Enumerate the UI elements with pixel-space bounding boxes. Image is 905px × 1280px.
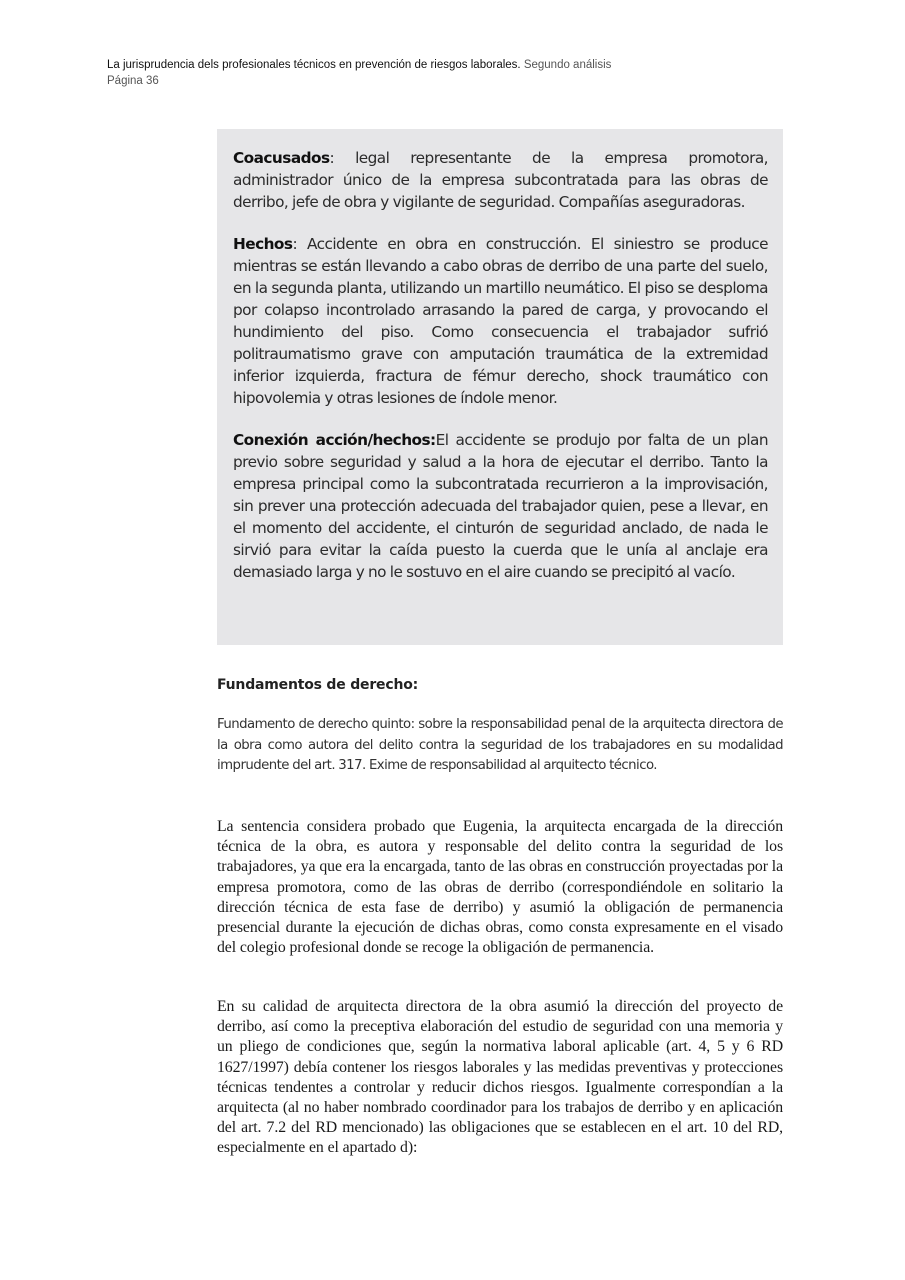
hechos-text: : Accidente en obra en construcción. El siniestro se produce mientras se están llevando a cabo obras de derribo de una parte del suelo, en la segunda planta, utilizando un martillo neumático. El piso se desploma por colapso incontrolado arrasando la pared de carga, y provocando el hundimiento del piso. Como consecuencia el trabajador sufrió politraumatismo grave con amputación traumática de la extremidad inferior izquierda, fractura de fémur derecho, shock traumático con hipovolemia y otras lesiones de índole menor. — [233, 235, 768, 407]
coacusados-paragraph — [233, 147, 768, 213]
running-head — [107, 57, 807, 89]
conexion-paragraph — [233, 429, 768, 583]
fundamento-intro: Fundamento de derecho quinto: sobre la responsabilidad penal de la arquitecta directora de la obra como autora del delito contra la seguridad de los trabajadores en su modalidad imprudente del art. 317. Exime de responsabilidad al arquitecto técnico. — [217, 717, 783, 773]
publication-title-main: La jurisprudencia dels profesionales técnicos en prevención de riesgos laborales. — [107, 59, 521, 71]
hechos-label: Hechos — [233, 235, 293, 253]
conexion-text: El accidente se produjo por falta de un plan previo sobre seguridad y salud a la hora de ejecutar el derribo. Tanto la empresa principal como la subcontratada recurrieron a la improvisación, sin prever una protección adecuada del trabajador quien, pese a llevar, en el momento del accidente, el cinturón de seguridad anclado, de nada le sirvió para evitar la caída puesto la cuerda que le unía al anclaje era demasiado larga y no le sostuvo en el aire cuando se precipitó al vacío. — [233, 431, 768, 581]
body-paragraph-2: En su calidad de arquitecta directora de la obra asumió la dirección del proyecto de derribo, así como la preceptiva elaboración del estudio de seguridad con una memoria y un pliego de condiciones que, según la normativa laboral aplicable (art. 4, 5 y 6 RD 1627/1997) debía contener los riesgos laborales y las medidas preventivas y protecciones técnicas tendentes a controlar y reducir dichos riesgos. Igualmente correspondían a la arquitecta (al no haber nombrado coordinador para los trabajos de derribo y en aplicación del art. 7.2 del RD mencionado) las obligaciones que se establecen en el art. 10 del RD, especialmente en el apartado d): — [217, 998, 783, 1157]
hechos-paragraph — [233, 233, 768, 409]
case-summary-box — [217, 129, 783, 645]
page-number: Página 36 — [107, 75, 159, 87]
conexion-label: Conexión acción/hechos: — [233, 431, 436, 449]
coacusados-label: Coacusados — [233, 149, 330, 167]
publication-title-subtitle: Segundo análisis — [523, 59, 612, 71]
body-paragraph-1: La sentencia considera probado que Eugenia, la arquitecta encargada de la dirección técnica de la obra, es autora y responsable del delito contra la seguridad de los trabajadores, ya que era la encargada, tanto de las obras en construcción proyectadas por la empresa promotora, como de las obras de derribo (correspondiéndole en solitario la dirección técnica de esta fase de derribo) y asumió la obligación de permanencia presencial durante la ejecución de dichas obras, como consta expresamente en el visado del colegio profesional donde se recoge la obligación de permanencia. — [217, 818, 783, 957]
publication-title — [107, 57, 807, 73]
section-heading: Fundamentos de derecho: — [217, 677, 419, 693]
coacusados-text: : legal representante de la empresa promotora, administrador único de la empresa subcontratada para las obras de derribo, jefe de obra y vigilante de seguridad. Compañías aseguradoras. — [233, 149, 768, 211]
